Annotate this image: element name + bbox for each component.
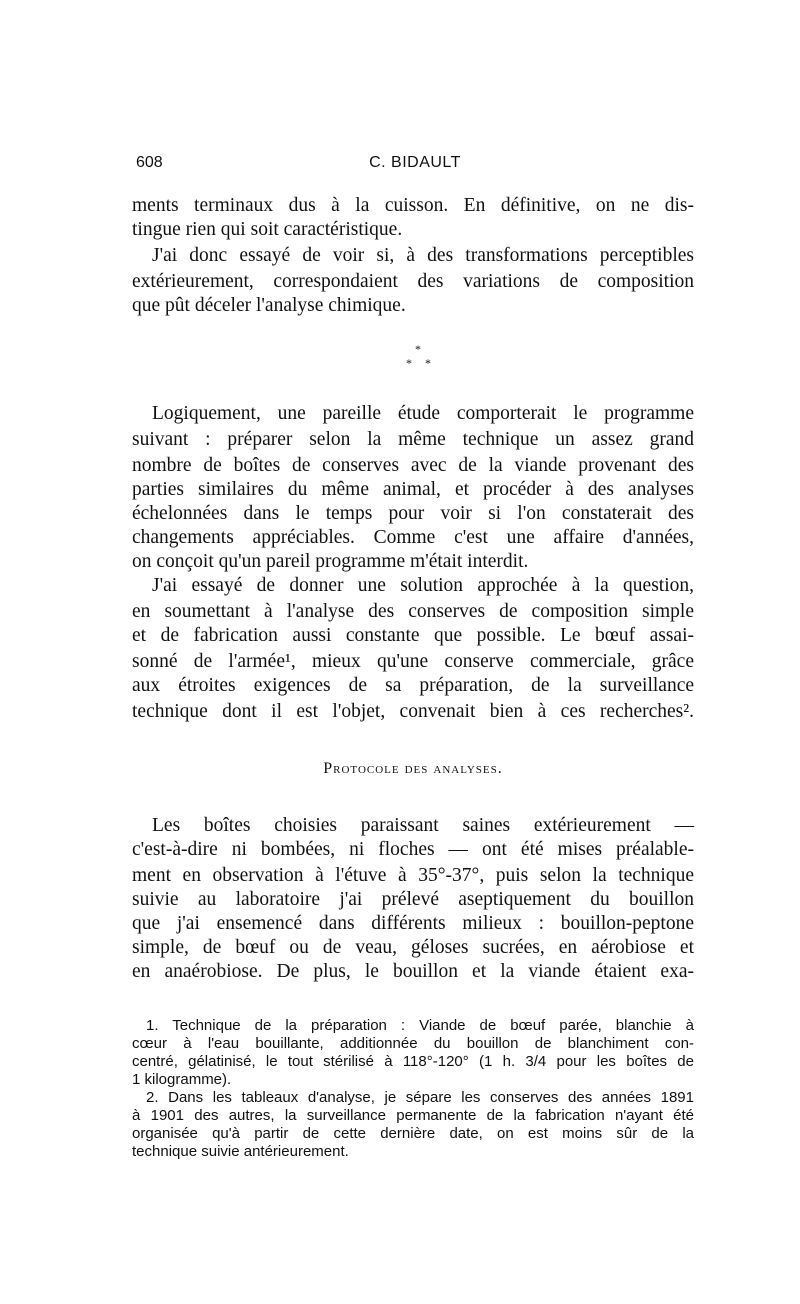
text-line: nombre de boîtes de conserves avec de la viande provenant des xyxy=(132,455,694,476)
text-line: ment en observation à l'étuve à 35°-37°, puis selon la technique xyxy=(132,865,694,886)
footnote-line: organisée qu'à partir de cette dernière date, on est moins sûr de la xyxy=(132,1125,694,1142)
footnote-line: à 1901 des autres, la surveillance permanente de la fabrication n'ayant été xyxy=(132,1107,694,1124)
text-line: J'ai donc essayé de voir si, à des transformations perceptibles xyxy=(152,245,694,266)
text-line: parties similaires du même animal, et procéder à des analyses xyxy=(132,479,694,500)
running-header xyxy=(136,154,694,178)
text-line: ments terminaux dus à la cuisson. En définitive, on ne dis- xyxy=(132,195,694,216)
text-line: extérieurement, correspondaient des variations de composition xyxy=(132,271,694,292)
text-line: changements appréciables. Comme c'est une affaire d'années, xyxy=(132,527,694,548)
footnote-line: 2. Dans les tableaux d'analyse, je sépare les conserves des années 1891 xyxy=(146,1089,694,1106)
text-line: J'ai essayé de donner une solution approchée à la question, xyxy=(152,575,694,596)
asterism-star: * xyxy=(406,356,412,370)
text-line: simple, de bœuf ou de veau, géloses sucrées, en aérobiose et xyxy=(132,937,694,958)
text-line: que j'ai ensemencé dans différents milieux : bouillon-peptone xyxy=(132,913,694,934)
text-line: Les boîtes choisies paraissant saines extérieurement — xyxy=(152,815,694,836)
footnote-line: technique suivie antérieurement. xyxy=(132,1143,349,1160)
page-number: 608 xyxy=(136,154,163,171)
text-line: technique dont il est l'objet, convenait bien à ces recherches². xyxy=(132,701,694,722)
text-line: tingue rien qui soit caractéristique. xyxy=(132,219,403,240)
asterism-star: * xyxy=(415,342,421,356)
text-line: on conçoit qu'un pareil programme m'était interdit. xyxy=(132,551,529,572)
running-title: C. BIDAULT xyxy=(369,154,461,171)
section-heading: Protocole des analyses. xyxy=(323,760,503,777)
text-line: c'est-à-dire ni bombées, ni floches — ont été mises préalable- xyxy=(132,839,694,860)
footnote-line: 1. Technique de la préparation : Viande de bœuf parée, blanchie à xyxy=(146,1017,694,1034)
footnote-line: cœur à l'eau bouillante, additionnée du bouillon de blanchiment con- xyxy=(132,1035,694,1052)
text-line: en anaérobiose. De plus, le bouillon et la viande étaient exa- xyxy=(132,961,694,982)
text-line: suivant : préparer selon la même technique un assez grand xyxy=(132,429,694,450)
footnote-line: centré, gélatinisé, le tout stérilisé à 118°-120° (1 h. 3/4 pour les boîtes de xyxy=(132,1053,694,1070)
text-line: et de fabrication aussi constante que possible. Le bœuf assai- xyxy=(132,625,694,646)
text-line: que pût déceler l'analyse chimique. xyxy=(132,295,406,316)
text-line: échelonnées dans le temps pour voir si l'on constaterait des xyxy=(132,503,694,524)
text-line: Logiquement, une pareille étude comporterait le programme xyxy=(152,403,694,424)
text-line: en soumettant à l'analyse des conserves de composition simple xyxy=(132,601,694,622)
text-line: sonné de l'armée¹, mieux qu'une conserve commerciale, grâce xyxy=(132,651,694,672)
asterism-separator xyxy=(396,340,436,374)
text-line: suivie au laboratoire j'ai prélevé aseptiquement du bouillon xyxy=(132,889,694,910)
asterism-star: * xyxy=(425,356,431,370)
text-line: aux étroites exigences de sa préparation, de la surveillance xyxy=(132,675,694,696)
footnote-line: 1 kilogramme). xyxy=(132,1071,232,1088)
